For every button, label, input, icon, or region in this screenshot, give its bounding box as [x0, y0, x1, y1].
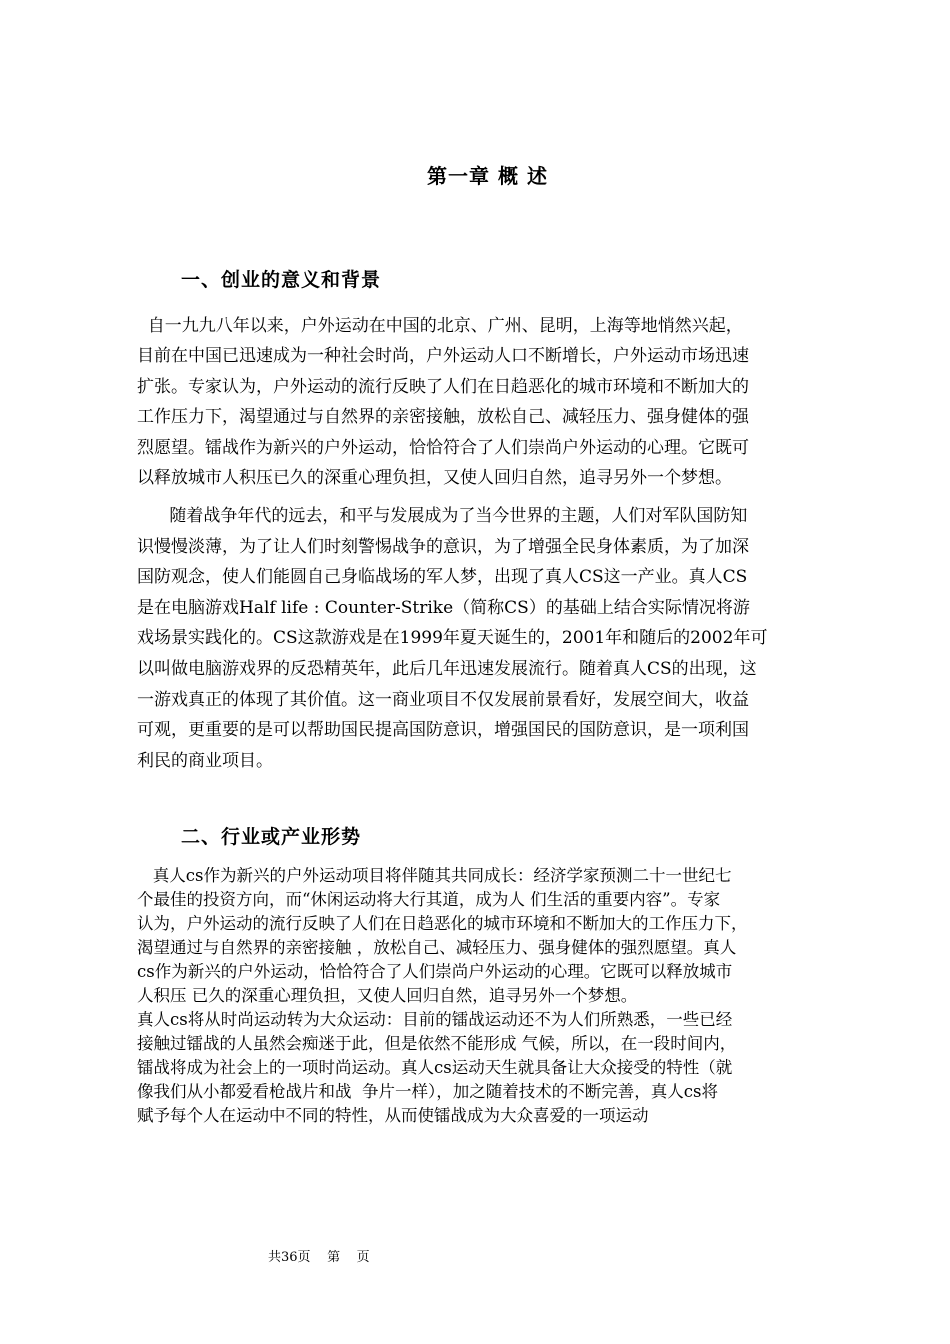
text-line: 国防观念，使人们能圆自己身临战场的军人梦，出现了真人CS这一产业。真人CS: [137, 567, 748, 588]
text-line: 真人cs将从时尚运动转为大众运动：目前的镭战运动还不为人们所熟悉，一些已经: [137, 1010, 733, 1029]
text-line: 赋予每个人在运动中不同的特性，从而使镭战成为大众喜爱的一项运动: [137, 1106, 649, 1125]
page-footer: 共36页 第 页: [268, 1250, 370, 1265]
text-line: 扩张。专家认为，户外运动的流行反映了人们在日趋恶化的城市环境和不断加大的: [137, 376, 749, 397]
chapter-title: 第一章 概 述: [427, 164, 548, 188]
text-line: 随着战争年代的远去，和平与发展成为了当今世界的主题，人们对军队国防知: [137, 506, 748, 526]
text-line: 像我们从小都爱看枪战片和战 争片一样），加之随着技术的不断完善，真人cs将: [137, 1082, 718, 1101]
paragraph-industry: [137, 864, 852, 1128]
section-heading-2: 二、行业或产业形势: [181, 826, 362, 848]
section-heading-1: 一、创业的意义和背景: [181, 269, 382, 291]
text-line: 人积压 已久的深重心理负担，又使人回归自然，追寻另外一个梦想。: [137, 986, 638, 1005]
text-line: 工作压力下，渴望通过与自然界的亲密接触，放松自己、减轻压力、强身健体的强: [137, 407, 749, 428]
text-line: 可观，更重要的是可以帮助国民提高国防意识，增强国民的国防意识，是一项利国: [137, 720, 749, 741]
text-line: 是在电脑游戏Half life : Counter-Strike（简称CS）的基础上结合实际情况将游: [137, 597, 750, 618]
text-line: 目前在中国已迅速成为一种社会时尚，户外运动人口不断增长，户外运动市场迅速: [137, 346, 749, 367]
text-line: 自一九九八年以来，户外运动在中国的北京、广州、昆明，上海等地悄然兴起，: [137, 316, 743, 336]
text-line: 识慢慢淡薄，为了让人们时刻警惕战争的意识，为了增强全民身体素质，为了加深: [137, 536, 749, 557]
text-line: 个最佳的投资方向，而“休闲运动将大行其道，成为人 们生活的重要内容”。专家: [137, 890, 721, 909]
text-line: 真人cs作为新兴的户外运动项目将伴随其共同成长：经济学家预测二十一世纪七: [137, 866, 732, 885]
text-line: 以释放城市人积压已久的深重心理负担，又使人回归自然，追寻另外一个梦想。: [137, 467, 732, 488]
text-line: 渴望通过与自然界的亲密接触 ，放松自己、减轻压力、强身健体的强烈愿望。真人: [137, 938, 737, 957]
text-line: 镭战将成为社会上的一项时尚运动。真人cs运动天生就具备让大众接受的特性（就: [137, 1058, 733, 1077]
text-line: 以叫做电脑游戏界的反恐精英年，此后几年迅速发展流行。随着真人CS的出现，这: [137, 658, 757, 679]
text-line: 认为，户外运动的流行反映了人们在日趋恶化的城市环境和不断加大的工作压力下，: [137, 914, 748, 933]
text-line: 接触过镭战的人虽然会痴迷于此，但是依然不能形成 气候，所以，在一段时间内，: [137, 1034, 737, 1053]
text-line: 一游戏真正的体现了其价值。这一商业项目不仅发展前景看好，发展空间大，收益: [137, 689, 749, 710]
text-line: 戏场景实践化的。CS这款游戏是在1999年夏天诞生的，2001年和随后的2002年可: [137, 628, 768, 649]
text-line: 利民的商业项目。: [137, 750, 273, 771]
text-line: 烈愿望。镭战作为新兴的户外运动，恰恰符合了人们崇尚户外运动的心理。它既可: [137, 437, 749, 458]
text-line: cs作为新兴的户外运动，恰恰符合了人们崇尚户外运动的心理。它既可以释放城市: [137, 962, 733, 981]
paragraph-background-1: [137, 311, 852, 493]
paragraph-background-2: [137, 501, 852, 776]
